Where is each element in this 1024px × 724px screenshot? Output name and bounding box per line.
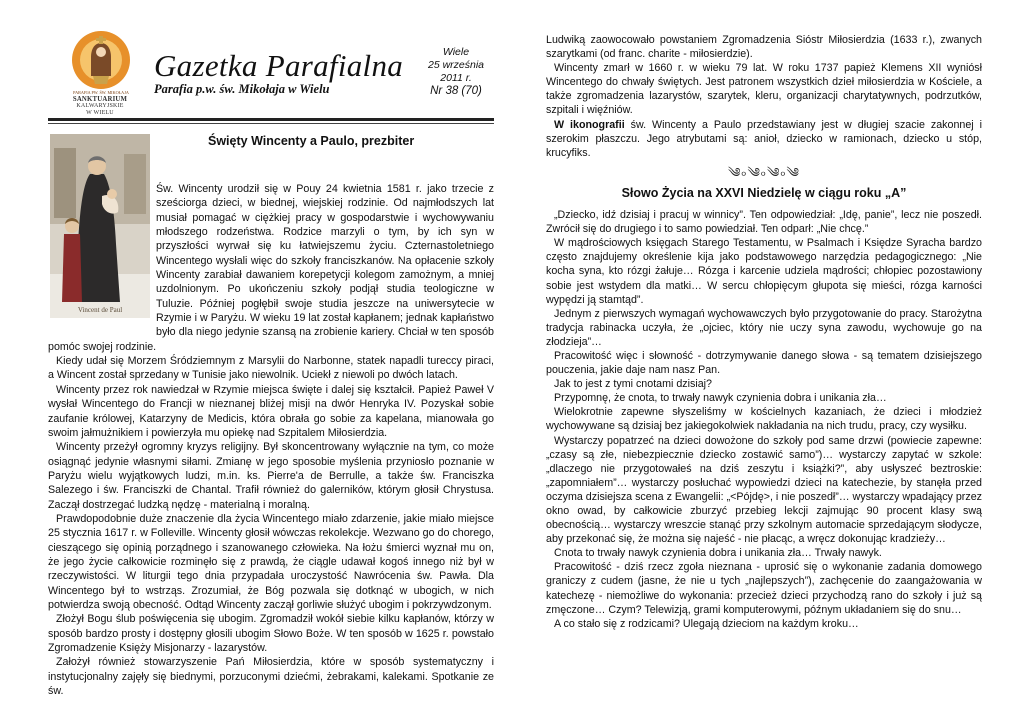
article-paragraph: Św. Wincenty urodził się w Pouy 24 kwietnia 1581 r. jako trzecie z sześciorga dzieci, w biednej, wiejskiej rodzinie. Od najmłodszych lat musiał pomagać w ciężkiej pracy w gospodarstwie i wychowywaniu młodszego rodzeństwa. Rodzice marzyli o tym, by ich syn w przyszłości wyrwał się ku łatwiejszemu życiu. Czternastoletniego Wincentego wysłali więc do szkoły franciszkanów. Na opłacenie szkoły Wincenty zarabiał dawaniem korepetycji kolegom zamożnym, a mniej uzdolnionym. Po ukończeniu szkoły podjął studia teologiczne w Tuluzie. Później pogłębił swoje studia jeszcze na uniwersytecie w Rzymie i w Paryżu. W wieku 19 lat został kapłanem; jednak kapłaństwo było dla niego jedynie szansą na zrobienie kariery. Chciał w ten sposób pomóc swojej rodzinie.: [48, 183, 494, 353]
sermon-paragraph: W mądrościowych księgach Starego Testamentu, w Psalmach i Księdze Syracha bardzo często znajdujemy określenie kija jako podstawowego narzędzia pedagogicznego: „Nie kocha syna, kto rózgi żałuje… Rózga i karcenie udziela mądrości; chłopiec pozostawiony sobie jest wstydem dla matki… W sercu chłopięcym głupota się mieści, rózga karności wypędzi ją stamtąd”.: [546, 237, 982, 306]
sermon-paragraph: Przypomnę, że cnota, to trwały nawyk czynienia dobra i unikania zła…: [554, 392, 887, 405]
article-paragraph: Wincenty przez rok nawiedzał w Rzymie miejsca święte i dalej się kształcił. Papież Paweł V wysłał Wincentego do Francji w nieznanej bliżej misji na dwór Henryka IV. Pozyskał sobie zaufanie królowej, Katarzyny de Medicis, która obrała go sobie za kapelana, mianowała go swoim jałmużnikiem i powierzyła mu opiekę nad Szpitalem Miłosierdzia.: [48, 383, 494, 439]
iconography-label: W ikonografii: [554, 118, 625, 131]
section-divider-ornament: ༄৹༄৹༄৹༄: [728, 164, 800, 180]
sermon-paragraph: Pracowitość - dziś rzecz zgoła nieznana - uprosić się o wykonanie zadania domowego graniczy z cudem (jasne, że nie u tych „najlepszych”), zachęcenie do zaangażowania w katechezę - niemożliwe do wykonania: przecież dzieci przychodzą rano do szkoły i już są zmęczone… Czym? Telewizją, grami komputerowymi, późnym układaniem się do snu…: [546, 561, 982, 616]
sermon-paragraph: Jak to jest z tymi cnotami dzisiaj?: [554, 378, 712, 391]
article-paragraph: Kiedy udał się Morzem Śródziemnym z Marsylii do Narbonne, statek napadli tureccy piraci, a Wincent został sprzedany w Tunisie jako niewolnik. Uciekł z niewoli po dwóch latach.: [48, 355, 494, 382]
iconography-paragraph: [546, 118, 982, 160]
newsletter-title: Gazetka Parafialna: [154, 48, 404, 83]
article-title: Święty Wincenty a Paulo, prezbiter: [208, 134, 415, 148]
sermon-paragraph: Wystarczy popatrzeć na dzieci dowożone do szkoły pod same drzwi (powiecie zapewne: „czasy są złe, niebezpiecznie dziecko zostawić samo”)… wystarczy zapytać w szkole: „dlaczego nie przygotowałeś na dziś zeszytu i książki?”, aby usłyszeć beztroskie: „zapomniałem”… wystarczy posłuchać wypowiedzi dzieci na katechezie, by stanęła przed oczyma dzisiejsza scena z Ewangelii: „<Pójdę>, i nie poszedł”… wystarczy wpadający przez okno owad, by całkowicie zburzyć przebieg lekcji zajmując 90 procent klasy swą obecnością… wystarczy wreszcie stanąć przy szkolnym automacie sprzedającym słodycze, aby przekonać się, że można się najeść - nie płacąc, a wręcz dokonując kradzieży…: [546, 434, 982, 546]
section-title: Słowo Życia na XXVI Niedzielę w ciągu roku „A”: [621, 185, 907, 200]
sermon-paragraph: A co stało się z rodzicami? Ulegają dzieciom na każdym kroku…: [554, 617, 859, 630]
sermon-paragraph: Cnota to trwały nawyk czynienia dobra i unikania zła… Trwały nawyk.: [554, 547, 882, 560]
sermon-paragraph: Wielokrotnie zapewne słyszeliśmy w kościelnych kazaniach, że dzieci i młodzież wychowywane są dzisiaj bez jakiegokolwiek nakładania na nich trudu, pracy, czy wysiłku.: [546, 406, 982, 433]
article-paragraph: Założył również stowarzyszenie Pań Miłosierdzia, które w sposób systematyczny i instytucjonalny zajęły się biednymi, porzuconymi dziećmi, żebrakami, kalekami. Spotkanie ze św.: [48, 656, 494, 698]
saint-portrait-image: [50, 134, 150, 318]
issue-info: [420, 46, 492, 98]
svg-text:PARAFIA PW. ŚW. MIKOŁAJA: PARAFIA PW. ŚW. MIKOŁAJA: [73, 90, 129, 95]
issue-date-year: 2011 r.: [440, 72, 472, 84]
logo-title: SANKTUARIUM: [72, 96, 128, 103]
logo-caption: [50, 96, 150, 117]
issue-date-day: 25 września: [427, 59, 485, 71]
article-continued-paragraph: Ludwiką zaowocowało powstaniem Zgromadzenia Sióstr Miłosierdzia (1633 r.), zwanych szarytkami (od franc. charite - miłosierdzie).: [546, 34, 982, 61]
masthead-rule-thin: [48, 123, 494, 124]
portrait-caption: Vincent de Paul: [77, 306, 123, 314]
sermon-paragraph: „Dziecko, idź dzisiaj i pracuj w winnicy”. Ten odpowiedział: „Idę, panie”, lecz nie poszedł. Zwrócił się do drugiego i to samo powiedział. Ten odparł: „Nie chcę.”: [546, 209, 982, 236]
article-continued-paragraph: Wincenty zmarł w 1660 r. w wieku 79 lat. W roku 1737 papież Klemens XII wyniósł Wincentego do chwały świętych. Jest patronem wszystkich dzieł miłosierdzia w Kościele, a także zgromadzenia lazarystów, szarytek, kleru, organizacji charytatywnych, podrzutków, szpitali i więźniów.: [546, 62, 982, 117]
sermon-paragraph: Jednym z pierwszych wymagań wychowawczych było przygotowanie do pracy. Starożytna tradycja rabinacka uczyła, że „ojciec, który nie uczy syna zawodu, wychowuje go na złodzieja”…: [546, 307, 982, 348]
sermon-paragraph: Pracowitość więc i słowność - dotrzymywanie danego słowa - są tematem dzisiejszego pouczenia, jakie daje nam nasz Pan.: [546, 349, 982, 377]
article-paragraph: Wincenty przeżył ogromny kryzys religijny. Był skoncentrowany wyłącznie na tym, co może osiągnąć jedynie własnymi siłami. Zmianę w jego sposobie myślenia przyniosło poznanie w Paryżu wielu wyjątkowych ludzi, m.in. ks. Pierre'a de Berrulle, a także św. Franciszka Salezego i św. Franciszki de Chantal. Trafił również do galerników, którym głosił Chrystusa. Zaczął dostrzegać ludzką nędzę - materialną i moralną.: [48, 441, 494, 511]
article-paragraph: Złożył Bogu ślub poświęcenia się ubogim. Zgromadził wokół siebie kilku kapłanów, którzy w sposób bardzo prosty i dostępny głosili ubogim Słowo Boże. W ten sposób w 1625 r. powstało Zgromadzenie Księży Misjonarzy - lazarystów.: [48, 613, 494, 654]
logo-subtitle: KALWARYJSKIE: [76, 103, 124, 110]
right-column: [546, 33, 982, 718]
issue-place: Wiele: [442, 46, 470, 58]
iconography-text: św. Wincenty a Paulo przedstawiany jest w długiej szacie zakonnej i szerokim płaszczu. Jego atrybutami są: anioł, dziecko w ramionach, dziecko u stóp, krucyfiks.: [546, 118, 982, 159]
newsletter-subtitle: Parafia p.w. św. Mikołaja w Wielu: [154, 82, 330, 96]
right-body: [546, 33, 982, 631]
masthead: [48, 26, 494, 122]
article-paragraph: Prawdopodobnie duże znaczenie dla życia Wincentego miało zdarzenie, jakie miało miejsce 25 stycznia 1617 r. w Folleville. Wincenty głosił wówczas rekolekcje. Wezwano go do chorego, cieszącego się opinią porządnego i szanowanego człowieka. Na łożu śmierci wyznał mu on, że jego życie całkowicie rozminęło się z prawdą, że ciągle udawał kogoś innego niż był w rzeczywistości. W liturgii tego dnia przypadała uroczystość Nawrócenia św. Pawła. Dla Wincentego był to wstrząs. Zrozumiał, że Bóg pozwala się dotknąć w ubogich, w nich potwierdza swoją obecność. Odtąd Wincenty zaczął gorliwie służyć ubogim i pokrzywdzonym.: [48, 512, 494, 611]
issue-number: Nr 38 (70): [430, 85, 482, 97]
masthead-rule-thick: [48, 118, 494, 121]
logo-place: W WIELU: [86, 110, 114, 117]
left-column: [48, 26, 494, 716]
